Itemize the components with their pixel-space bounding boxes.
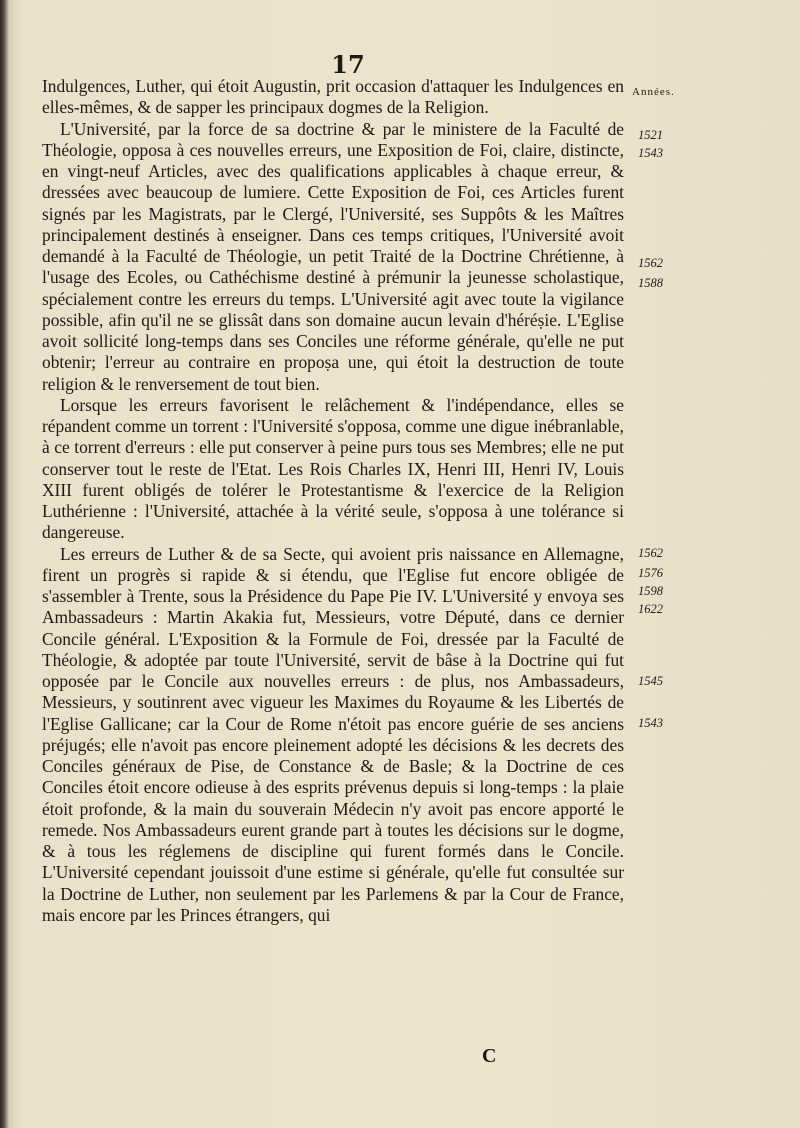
margin-year: 1562: [638, 256, 663, 270]
margin-year: 1622: [638, 602, 663, 616]
body-text: [42, 76, 624, 926]
margin-year: 1543: [638, 716, 663, 730]
margin-year: 1543: [638, 146, 663, 160]
margin-year: 1588: [638, 276, 663, 290]
paragraph-4: Les erreurs de Luther & de sa Secte, qui avoient pris naissance en Allemagne, firent un progrès si rapide & si étendu, que l'Eglise fut encore obligée de s'assembler à Trente, sous la Présidence du Pape Pie IV. L'Université y envoya ses Ambassadeurs : Martin Akakia fut, Messieurs, votre Député, dans ce dernier Concile général. L'Exposition & la Formule de Foi, dressée par la Faculté de Théologie, & adoptée par toute l'Université, servit de bâse à la Doctrine qui fut opposée par le Concile aux nouvelles erreurs : de plus, nos Ambassadeurs, Messieurs, y soutinrent avec vigueur les Maximes du Royaume & les Libertés de l'Eglise Gallicane; car la Cour de Rome n'étoit pas encore guérie de ses anciens préjugés; elle n'avoit pas encore pleinement adopté les décisions & les decrets des Conciles généraux de Pise, de Constance & de Basle; & la Doctrine de ces Conciles étoit encore odieuse à des esprits prévenus depuis si long-temps : la plaie étoit profonde, & la main du souverain Médecin n'y avoit pas encore apporté le remede. Nos Ambassadeurs eurent grande part à toutes les décisions sur le dogme, & à tous les réglemens de discipline qui furent formés dans le Concile. L'Université cependant jouissoit d'une estime si générale, qu'elle fut consultée sur la Doctrine de Luther, non seulement par les Parlemens & par la Cour de France, mais encore par les Princes étrangers, qui: [42, 543, 624, 925]
margin-year: 1598: [638, 584, 663, 598]
margin-year: 1545: [638, 674, 663, 688]
paragraph-1: Indulgences, Luther, qui étoit Augustin, prit occasion d'attaquer les Indulgences en elles-mêmes, & de sapper les principaux dogmes de la Religion.: [42, 76, 624, 118]
page-number: 17: [331, 50, 365, 79]
margin-heading: Années.: [632, 86, 675, 98]
paragraph-2: L'Université, par la force de sa doctrine & par le ministere de la Faculté de Théologie, opposa à ces nouvelles erreurs, une Exposition de Foi, claire, distincte, en vingt-neuf Articles, avec des qualifications applicables à chaque erreur, & dressées avec beaucoup de lumiere. Cette Exposition de Foi, ces Articles furent signés par les Magistrats, par le Clergé, l'Université, ses Suppôts & les Maîtres principalement destinés à enseigner. Dans ces temps critiques, l'Université avoit demandé à la Faculté de Théologie, un petit Traité de la Doctrine Chrétienne, à l'usage des Ecoles, ou Cathéchisme destiné à prémunir la jeunesse scholastique, spécialement contre les erreurs du temps. L'Université agit avec toute la vigilance possible, afin qu'il ne se glissât dans son domaine aucun levain d'héréṣie. L'Eglise avoit sollicité long-temps dans ses Conciles une réforme générale, qu'elle ne put obtenir; l'erreur au contraire en propoṣa une, qui étoit la destruction de toute religion & le renversement de tout bien.: [42, 118, 624, 394]
margin-year: 1562: [638, 546, 663, 560]
margin-year: 1521: [638, 128, 663, 142]
margin-year: 1576: [638, 566, 663, 580]
signature-mark: C: [482, 1045, 497, 1067]
paragraph-3: Lorsque les erreurs favorisent le relâchement & l'indépendance, elles se répandent comme un torrent : l'Université s'opposa, comme une digue inébranlable, à ce torrent d'erreurs : elle put conserver à peine purs tous ses Membres; elle ne put conserver tout le reste de l'Etat. Les Rois Charles IX, Henri III, Henri IV, Louis XIII furent obligés de tolérer le Protestantisme & l'exercice de la Religion Luthérienne : l'Université, attachée à la vérité seule, s'opposa à une tolérance si dangereuse.: [42, 394, 624, 543]
